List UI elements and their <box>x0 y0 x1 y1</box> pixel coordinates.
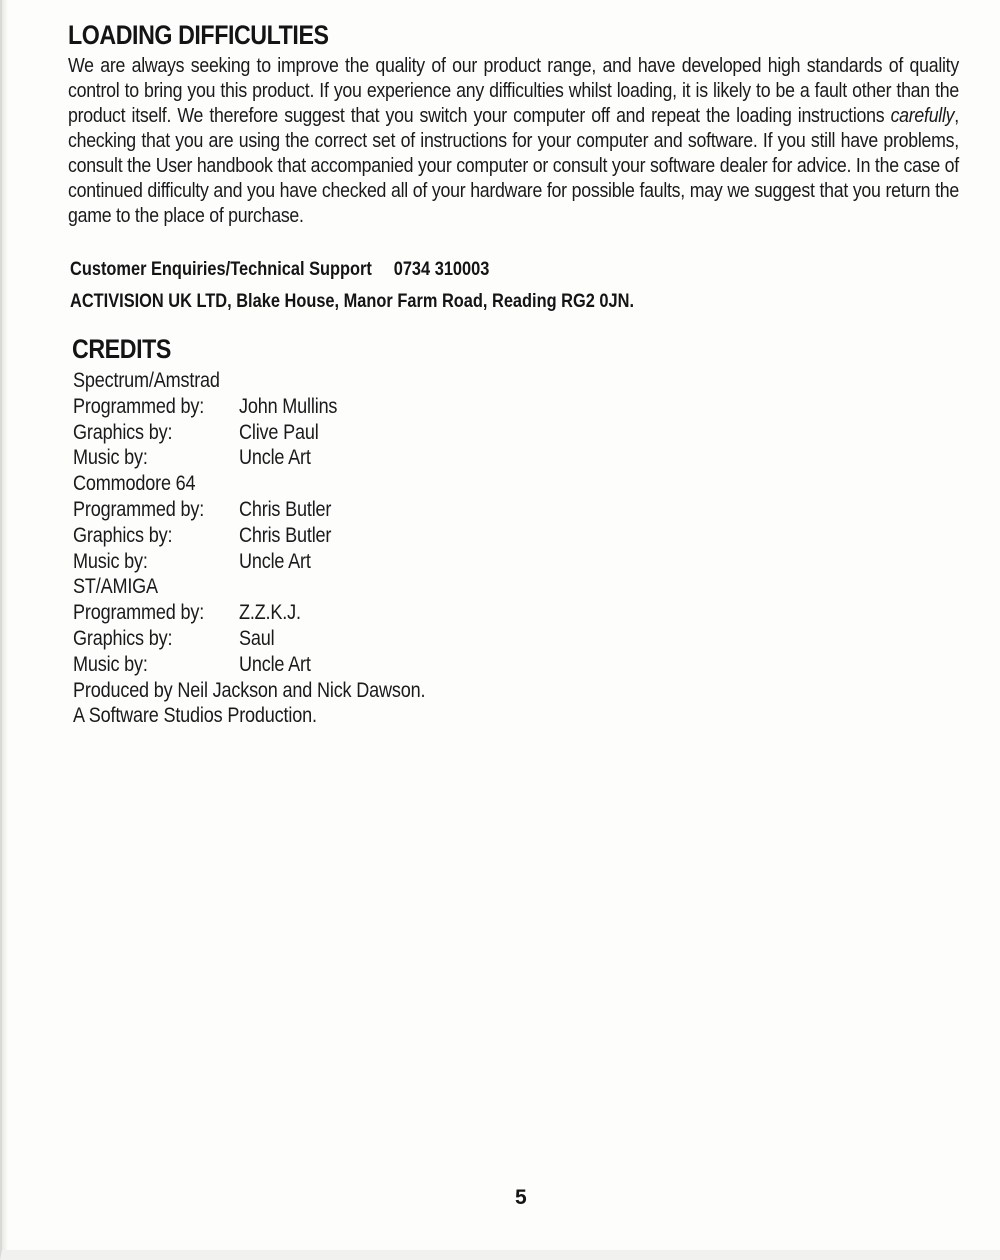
loading-difficulties-heading: LOADING DIFFICULTIES <box>68 20 329 50</box>
credit-row <box>73 445 425 471</box>
platform-heading: Spectrum/Amstrad <box>73 369 220 392</box>
platform-heading: Commodore 64 <box>73 472 196 496</box>
credit-person: John Mullins <box>238 394 338 418</box>
credit-role: Graphics by: <box>73 626 173 650</box>
credit-person: Uncle Art <box>238 652 311 676</box>
produced-by-line: Produced by Neil Jackson and Nick Dawson. <box>73 678 426 702</box>
production-line: A Software Studios Production. <box>73 704 317 728</box>
credits-list <box>73 368 425 729</box>
credit-role: Programmed by: <box>73 601 205 625</box>
credit-role: Music by: <box>73 446 148 470</box>
credit-person: Z.Z.K.J. <box>238 601 301 625</box>
credit-role: Programmed by: <box>73 497 205 521</box>
company-address: ACTIVISION UK LTD, Blake House, Manor Farm Road, Reading RG2 0JN. <box>70 290 634 312</box>
credit-role: Programmed by: <box>73 394 205 418</box>
credit-person: Chris Butler <box>238 523 332 547</box>
credit-row <box>73 523 425 549</box>
credit-person: Uncle Art <box>238 549 311 573</box>
customer-support-line <box>70 258 489 281</box>
credit-row <box>73 652 425 678</box>
paragraph-emphasis: carefully <box>890 104 955 127</box>
platform-heading: ST/AMIGA <box>73 575 158 599</box>
paragraph-text-part1: We are always seeking to improve the quality of our product range, and have developed high standards of quality control to bring you this product. If you experience any difficulties whilst loading, it is likely to be a fault other than the product itself. We therefore suggest that you switch your computer off and repeat the loading instructions <box>68 54 959 127</box>
credit-person: Chris Butler <box>238 497 332 521</box>
credit-person: Uncle Art <box>238 446 311 470</box>
page-edge-shadow <box>2 0 8 1250</box>
credits-heading: CREDITS <box>72 334 171 364</box>
credit-role: Music by: <box>73 652 148 676</box>
support-label: Customer Enquiries/Technical Support <box>70 258 372 280</box>
credit-row <box>73 626 425 652</box>
credit-role: Music by: <box>73 549 148 573</box>
credit-person: Clive Paul <box>238 420 319 444</box>
credit-role: Graphics by: <box>73 420 173 444</box>
credit-row <box>73 600 425 626</box>
credit-row <box>73 549 425 575</box>
credit-row <box>73 497 425 523</box>
credit-row <box>73 394 425 420</box>
credit-row <box>73 420 425 446</box>
credit-person: Saul <box>238 626 275 650</box>
support-phone: 0734 310003 <box>393 258 490 280</box>
paragraph-text-part2: , checking that you are using the correct set of instructions for your computer and software. If you still have problems, consult the User handbook that accompanied your computer or consult your software dealer for advice. In the case of continued difficulty and you have checked all of your hardware for possible faults, may we suggest that you return the game to the place of purchase. <box>68 104 959 227</box>
credit-role: Graphics by: <box>73 523 173 547</box>
page-number: 5 <box>515 1186 527 1209</box>
loading-difficulties-paragraph <box>68 53 959 228</box>
